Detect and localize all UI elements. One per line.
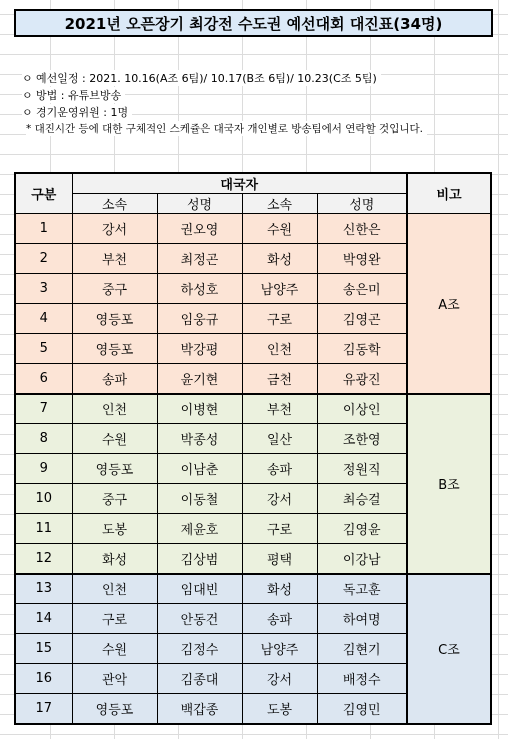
player-name-2: 김영윤 bbox=[317, 514, 407, 544]
affiliation-2: 남양주 bbox=[242, 274, 317, 304]
player-name-1: 이병현 bbox=[157, 394, 242, 424]
group-label: B조 bbox=[407, 394, 491, 574]
match-number: 6 bbox=[15, 364, 72, 394]
player-name-1: 하성호 bbox=[157, 274, 242, 304]
affiliation-1: 영등포 bbox=[72, 694, 157, 724]
page-title bbox=[14, 9, 493, 37]
table-row bbox=[15, 214, 491, 244]
affiliation-1: 관악 bbox=[72, 664, 157, 694]
header-name-2: 성명 bbox=[317, 194, 407, 214]
player-name-2: 정원직 bbox=[317, 454, 407, 484]
match-number: 12 bbox=[15, 544, 72, 574]
match-number: 15 bbox=[15, 634, 72, 664]
player-name-2: 김현기 bbox=[317, 634, 407, 664]
player-name-2: 배정수 bbox=[317, 664, 407, 694]
match-number: 4 bbox=[15, 304, 72, 334]
header-name-1: 성명 bbox=[157, 194, 242, 214]
player-name-1: 박종성 bbox=[157, 424, 242, 454]
affiliation-1: 구로 bbox=[72, 604, 157, 634]
match-number: 14 bbox=[15, 604, 72, 634]
affiliation-1: 인천 bbox=[72, 394, 157, 424]
player-name-1: 권오영 bbox=[157, 214, 242, 244]
affiliation-2: 구로 bbox=[242, 514, 317, 544]
affiliation-1: 인천 bbox=[72, 574, 157, 604]
committee-text: 경기운영위원 : 1명 bbox=[36, 106, 129, 119]
match-number: 11 bbox=[15, 514, 72, 544]
affiliation-2: 구로 bbox=[242, 304, 317, 334]
player-name-2: 하여명 bbox=[317, 604, 407, 634]
player-name-2: 이상인 bbox=[317, 394, 407, 424]
player-name-1: 최정곤 bbox=[157, 244, 242, 274]
player-name-2: 박영완 bbox=[317, 244, 407, 274]
player-name-1: 이동철 bbox=[157, 484, 242, 514]
match-number: 8 bbox=[15, 424, 72, 454]
affiliation-2: 수원 bbox=[242, 214, 317, 244]
player-name-1: 김상범 bbox=[157, 544, 242, 574]
affiliation-1: 수원 bbox=[72, 634, 157, 664]
header-remarks: 비고 bbox=[407, 173, 491, 214]
bullet-icon: ㅇ bbox=[22, 72, 33, 85]
player-name-1: 안동건 bbox=[157, 604, 242, 634]
affiliation-1: 중구 bbox=[72, 274, 157, 304]
match-number: 17 bbox=[15, 694, 72, 724]
affiliation-1: 영등포 bbox=[72, 334, 157, 364]
affiliation-2: 금천 bbox=[242, 364, 317, 394]
affiliation-2: 강서 bbox=[242, 664, 317, 694]
match-number: 7 bbox=[15, 394, 72, 424]
player-name-2: 신한은 bbox=[317, 214, 407, 244]
info-committee bbox=[22, 104, 132, 120]
player-name-2: 독고훈 bbox=[317, 574, 407, 604]
player-name-2: 최승걸 bbox=[317, 484, 407, 514]
method-text: 방법 : 유튜브방송 bbox=[36, 89, 122, 102]
header-players: 대국자 bbox=[72, 173, 407, 194]
affiliation-2: 도봉 bbox=[242, 694, 317, 724]
match-number: 16 bbox=[15, 664, 72, 694]
player-name-1: 김정수 bbox=[157, 634, 242, 664]
affiliation-1: 수원 bbox=[72, 424, 157, 454]
player-name-2: 이강남 bbox=[317, 544, 407, 574]
info-note bbox=[26, 121, 427, 136]
match-number: 1 bbox=[15, 214, 72, 244]
affiliation-2: 화성 bbox=[242, 574, 317, 604]
header-category: 구분 bbox=[15, 173, 72, 214]
table-row bbox=[15, 394, 491, 424]
affiliation-1: 부천 bbox=[72, 244, 157, 274]
affiliation-2: 인천 bbox=[242, 334, 317, 364]
match-number: 2 bbox=[15, 244, 72, 274]
schedule-text: 예선일정 : 2021. 10.16(A조 6팀)/ 10.17(B조 6팀)/ 10.23(C조 5팀) bbox=[36, 72, 377, 85]
affiliation-1: 영등포 bbox=[72, 304, 157, 334]
affiliation-1: 강서 bbox=[72, 214, 157, 244]
affiliation-1: 화성 bbox=[72, 544, 157, 574]
affiliation-2: 송파 bbox=[242, 454, 317, 484]
note-text: * 대진시간 등에 대한 구체적인 스케쥴은 대국자 개인별로 방송팀에서 연락할 것입니다. bbox=[26, 123, 423, 135]
player-name-1: 임대빈 bbox=[157, 574, 242, 604]
affiliation-2: 일산 bbox=[242, 424, 317, 454]
affiliation-2: 송파 bbox=[242, 604, 317, 634]
match-number: 5 bbox=[15, 334, 72, 364]
info-method bbox=[22, 87, 125, 103]
match-number: 9 bbox=[15, 454, 72, 484]
affiliation-2: 부천 bbox=[242, 394, 317, 424]
info-schedule bbox=[22, 70, 381, 86]
match-number: 10 bbox=[15, 484, 72, 514]
bracket-table bbox=[14, 172, 492, 725]
match-number: 13 bbox=[15, 574, 72, 604]
player-name-2: 유광진 bbox=[317, 364, 407, 394]
affiliation-2: 강서 bbox=[242, 484, 317, 514]
player-name-2: 조한영 bbox=[317, 424, 407, 454]
player-name-1: 이남춘 bbox=[157, 454, 242, 484]
table-row bbox=[15, 574, 491, 604]
match-number: 3 bbox=[15, 274, 72, 304]
bullet-icon: ㅇ bbox=[22, 106, 33, 119]
player-name-1: 박강평 bbox=[157, 334, 242, 364]
player-name-2: 김영민 bbox=[317, 694, 407, 724]
table-body bbox=[15, 214, 491, 724]
player-name-1: 윤기현 bbox=[157, 364, 242, 394]
affiliation-1: 영등포 bbox=[72, 454, 157, 484]
player-name-2: 송은미 bbox=[317, 274, 407, 304]
affiliation-2: 화성 bbox=[242, 244, 317, 274]
player-name-1: 백갑종 bbox=[157, 694, 242, 724]
player-name-1: 임웅규 bbox=[157, 304, 242, 334]
group-label: C조 bbox=[407, 574, 491, 724]
player-name-2: 김영곤 bbox=[317, 304, 407, 334]
affiliation-2: 평택 bbox=[242, 544, 317, 574]
player-name-2: 김동학 bbox=[317, 334, 407, 364]
affiliation-1: 도봉 bbox=[72, 514, 157, 544]
group-label: A조 bbox=[407, 214, 491, 394]
header-affiliation-2: 소속 bbox=[242, 194, 317, 214]
affiliation-1: 송파 bbox=[72, 364, 157, 394]
title-text: 2021년 오픈장기 최강전 수도권 예선대회 대진표(34명) bbox=[64, 14, 443, 33]
player-name-1: 김종대 bbox=[157, 664, 242, 694]
player-name-1: 제윤호 bbox=[157, 514, 242, 544]
header-affiliation-1: 소속 bbox=[72, 194, 157, 214]
affiliation-2: 남양주 bbox=[242, 634, 317, 664]
affiliation-1: 중구 bbox=[72, 484, 157, 514]
bullet-icon: ㅇ bbox=[22, 89, 33, 102]
